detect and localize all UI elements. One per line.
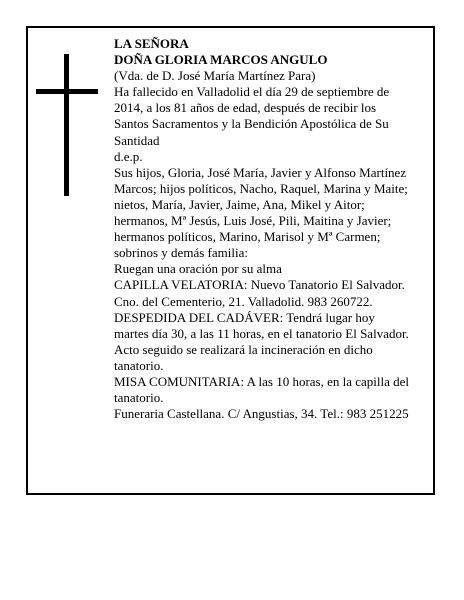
- death-info: Ha fallecido en Valladolid el día 29 de septiembre de 2014, a los 81 años de edad, después de recibir los Santos Sacramentos y la Bendición Apostólica de Su Santidad: [114, 84, 390, 148]
- widow-of: (Vda. de D. José María Martínez Para): [114, 68, 316, 84]
- obituary-text: [114, 36, 410, 422]
- farewell-info: DESPEDIDA DEL CADÁVER: Tendrá lugar hoy martes día 30, a las 11 horas, en el tanatorio El Salvador. Acto seguido se realizará la incineración en dicho tanatorio.: [114, 309, 409, 373]
- dep-text: d.e.p.: [114, 148, 143, 164]
- chapel-info: CAPILLA VELATORIA: Nuevo Tanatorio El Salvador. Cno. del Cementerio, 21. Valladolid. 983 260722.: [114, 277, 405, 309]
- notice-heading: LA SEÑORA: [114, 36, 189, 51]
- family-list: Sus hijos, Gloria, José María, Javier y Alfonso Martínez Marcos; hijos políticos, Nacho, Raquel, Marina y Maite; nietos, María, Javier, Jaime, Ana, Mikel y Aitor; hermanos, Mª Jesús, Luis José, Pili, Maitina y Javier; hermanos políticos, Marino, Marisol y Mª Carmen; sobrinos y demás familia:: [114, 164, 408, 261]
- deceased-name: DOÑA GLORIA MARCOS ANGULO: [114, 52, 328, 68]
- cross-vertical-bar: [64, 54, 69, 196]
- cross-horizontal-bar: [36, 89, 98, 94]
- prayer-request: Ruegan una oración por su alma: [114, 261, 282, 277]
- mass-info: MISA COMUNITARIA: A las 10 horas, en la capilla del tanatorio.: [114, 373, 410, 406]
- funeral-home-info: Funeraria Castellana. C/ Angustias, 34. Tel.: 983 251225: [114, 406, 409, 422]
